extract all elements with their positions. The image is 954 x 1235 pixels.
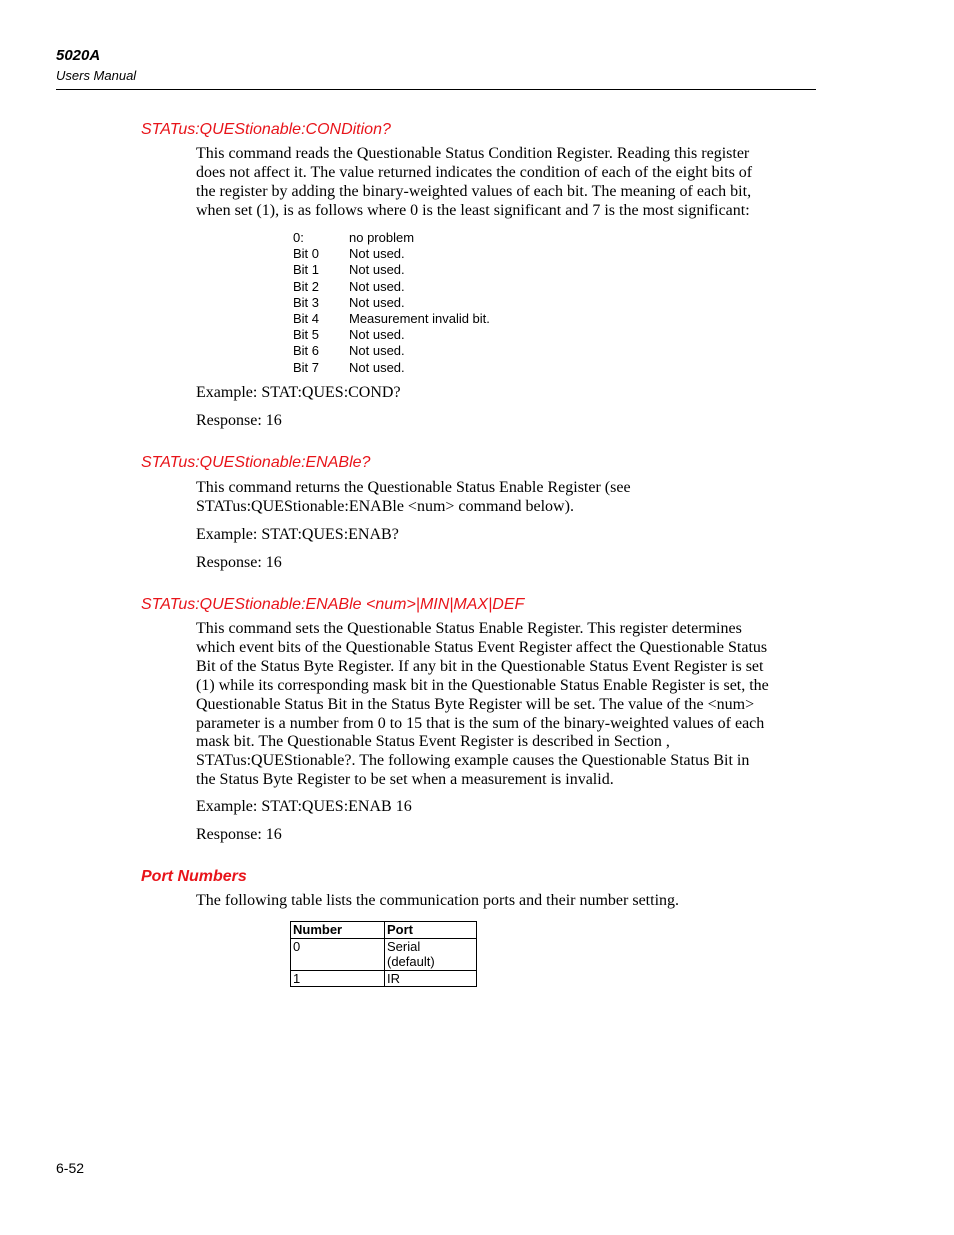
cell-port-line: (default) <box>387 954 435 969</box>
heading-ques-enable-query: STATus:QUEStionable:ENABle? <box>141 454 371 471</box>
para-ques-enable-query <box>196 479 816 517</box>
bit-row <box>293 279 490 295</box>
bit-key: Bit 0 <box>293 246 320 262</box>
para-line: does not affect it. The value returned indicates the condition of each of the eight bits of <box>196 163 753 181</box>
bit-key: Bit 7 <box>293 359 320 375</box>
response-ques-condition: Response: 16 <box>196 412 282 429</box>
example-ques-condition: Example: STAT:QUES:COND? <box>196 384 401 401</box>
para-line: STATus:QUEStionable?. The following example causes the Questionable Status Bit in <box>196 752 750 770</box>
bit-row <box>293 246 490 262</box>
bit-key: Bit 3 <box>293 294 320 310</box>
response-ques-enable-query: Response: 16 <box>196 554 282 571</box>
bit-key: 0: <box>293 230 304 245</box>
bit-key: Bit 1 <box>293 262 320 278</box>
heading-ques-enable-set: STATus:QUEStionable:ENABle <num>|MIN|MAX|DEF <box>141 596 525 613</box>
para-line: the Status Byte Register to be set when a measurement is invalid. <box>196 771 614 789</box>
para-port-numbers: The following table lists the communication ports and their number setting. <box>196 892 680 909</box>
heading-port-numbers: Port Numbers <box>141 868 247 885</box>
para-line: STATus:QUEStionable:ENABle <num> command below). <box>196 497 574 515</box>
manual-model: 5020A <box>56 47 101 64</box>
table-row <box>291 938 477 970</box>
bit-meaning: Not used. <box>349 278 405 294</box>
example-ques-enable-set: Example: STAT:QUES:ENAB 16 <box>196 798 412 815</box>
column-header-port: Port <box>385 922 477 939</box>
para-line: the register by adding the binary-weighted values of each bit. The meaning of each bit, <box>196 182 752 200</box>
table-row <box>291 970 477 987</box>
port-numbers-table <box>290 921 477 987</box>
para-line: when set (1), is as follows where 0 is the least significant and 7 is the most significant: <box>196 201 750 219</box>
bit-row <box>293 360 490 376</box>
manual-subtitle: Users Manual <box>56 68 137 83</box>
column-header-number: Number <box>291 922 385 939</box>
bit-row <box>293 311 490 327</box>
bit-key: Bit 4 <box>293 311 320 327</box>
para-line: (1) while its corresponding mask bit in the Questionable Status Enable Register is set, the <box>196 676 769 694</box>
para-ques-condition <box>196 145 816 221</box>
para-line: This command sets the Questionable Status Enable Register. This register determines <box>196 620 742 637</box>
bit-meaning: Measurement invalid bit. <box>349 311 490 327</box>
header-divider <box>56 89 816 90</box>
response-ques-enable-set: Response: 16 <box>196 826 282 843</box>
para-line: This command reads the Questionable Status Condition Register. Reading this register <box>196 145 750 162</box>
bit-key: Bit 2 <box>293 278 320 294</box>
bit-row <box>293 343 490 359</box>
bit-meaning: Not used. <box>349 343 405 359</box>
bit-row <box>293 295 490 311</box>
bit-meaning: Not used. <box>349 246 405 262</box>
bit-key: Bit 6 <box>293 343 320 359</box>
bit-meaning: Not used. <box>349 327 405 343</box>
bit-meaning: Not used. <box>349 262 405 278</box>
bit-meaning: Not used. <box>349 359 405 375</box>
bit-meaning: no problem <box>349 230 415 245</box>
para-line: parameter is a number from 0 to 15 that is the sum of the binary-weighted values of each <box>196 714 765 732</box>
bit-row <box>293 262 490 278</box>
bit-row <box>293 327 490 343</box>
cell-number: 1 <box>291 970 385 987</box>
example-ques-enable-query: Example: STAT:QUES:ENAB? <box>196 526 399 543</box>
cell-port-line: Serial <box>387 938 421 954</box>
bit-meaning: Not used. <box>349 294 405 310</box>
para-line: Bit of the Status Byte Register. If any bit in the Questionable Status Event Register is set <box>196 657 764 675</box>
bit-key: Bit 5 <box>293 327 320 343</box>
table-header-row <box>291 922 477 939</box>
para-line: Questionable Status Bit in the Status Byte Register will be set. The value of the <num> <box>196 695 755 713</box>
cell-port: IR <box>385 970 477 987</box>
para-ques-enable-set <box>196 620 816 790</box>
para-line: This command returns the Questionable Status Enable Register (see <box>196 479 631 496</box>
para-line: mask bit. The Questionable Status Event Register is described in Section , <box>196 733 670 751</box>
cell-number: 0 <box>291 938 385 970</box>
heading-ques-condition: STATus:QUEStionable:CONDition? <box>141 121 391 138</box>
bit-row <box>293 230 490 246</box>
page-number: 6-52 <box>56 1160 85 1176</box>
bit-definition-list <box>293 230 490 376</box>
para-line: which event bits of the Questionable Status Event Register affect the Questionable Status <box>196 638 768 656</box>
cell-port <box>385 938 477 970</box>
